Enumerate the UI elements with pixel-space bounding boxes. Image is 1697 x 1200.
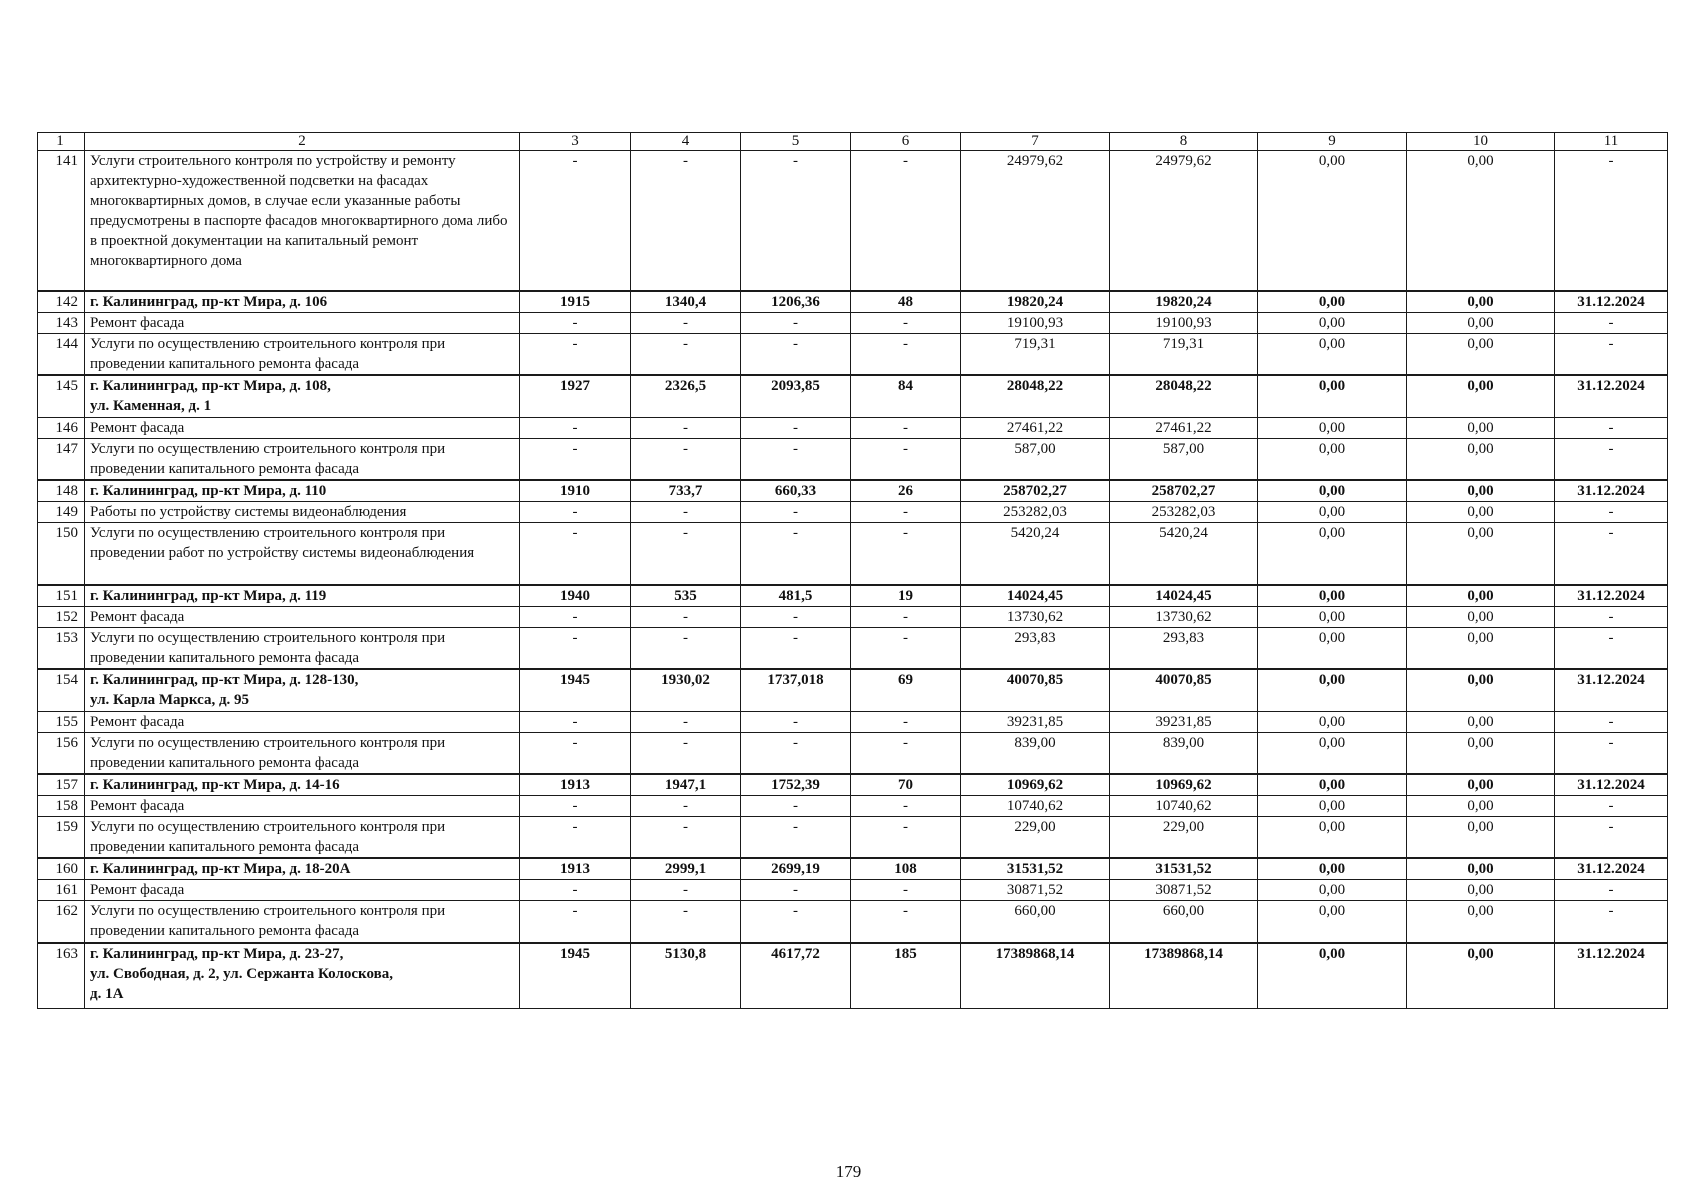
value-cell: - — [631, 333, 741, 375]
value-cell: 19100,93 — [1110, 312, 1258, 333]
value-cell: 0,00 — [1407, 880, 1555, 901]
description-cell: г. Калининград, пр-кт Мира, д. 14-16 — [85, 774, 520, 796]
value-cell: - — [520, 880, 631, 901]
value-cell: 839,00 — [961, 732, 1110, 774]
value-cell: - — [1555, 711, 1668, 732]
row-number-cell: 144 — [38, 333, 85, 375]
value-cell: 31.12.2024 — [1555, 585, 1668, 607]
column-header: 4 — [631, 133, 741, 151]
column-header: 11 — [1555, 133, 1668, 151]
description-cell: Ремонт фасада — [85, 795, 520, 816]
value-cell: 229,00 — [961, 816, 1110, 858]
value-cell: 4617,72 — [741, 943, 851, 1009]
work-item-row — [38, 711, 1668, 732]
value-cell: - — [741, 501, 851, 522]
work-item-row — [38, 417, 1668, 438]
column-header: 2 — [85, 133, 520, 151]
value-cell: 0,00 — [1258, 480, 1407, 502]
description-cell: Ремонт фасада — [85, 607, 520, 628]
value-cell: 0,00 — [1258, 333, 1407, 375]
value-cell: 0,00 — [1258, 943, 1407, 1009]
value-cell: 0,00 — [1258, 732, 1407, 774]
value-cell: 1913 — [520, 774, 631, 796]
value-cell: 19820,24 — [1110, 291, 1258, 313]
value-cell: - — [631, 501, 741, 522]
description-cell: Услуги по осуществлению строительного контроля при проведении капитального ремонта фасада — [85, 628, 520, 670]
value-cell: 293,83 — [961, 628, 1110, 670]
value-cell: - — [631, 628, 741, 670]
value-cell: 258702,27 — [1110, 480, 1258, 502]
description-cell: Ремонт фасада — [85, 880, 520, 901]
row-number-cell: 153 — [38, 628, 85, 670]
value-cell: 30871,52 — [961, 880, 1110, 901]
value-cell: 17389868,14 — [1110, 943, 1258, 1009]
value-cell: 229,00 — [1110, 816, 1258, 858]
value-cell: 0,00 — [1258, 417, 1407, 438]
address-row — [38, 774, 1668, 796]
value-cell: 2699,19 — [741, 858, 851, 880]
column-header: 3 — [520, 133, 631, 151]
row-number-cell: 147 — [38, 438, 85, 480]
description-cell: Ремонт фасада — [85, 711, 520, 732]
description-cell: Работы по устройству системы видеонаблюдения — [85, 501, 520, 522]
value-cell: 14024,45 — [1110, 585, 1258, 607]
value-cell: 0,00 — [1258, 522, 1407, 585]
value-cell: 31.12.2024 — [1555, 375, 1668, 417]
value-cell: 28048,22 — [961, 375, 1110, 417]
value-cell: - — [741, 312, 851, 333]
value-cell: - — [520, 816, 631, 858]
address-row — [38, 669, 1668, 711]
value-cell: 839,00 — [1110, 732, 1258, 774]
row-number-cell: 141 — [38, 151, 85, 291]
column-header-row — [38, 133, 1668, 151]
value-cell: 0,00 — [1258, 774, 1407, 796]
value-cell: 0,00 — [1407, 711, 1555, 732]
value-cell: 1737,018 — [741, 669, 851, 711]
value-cell: - — [631, 732, 741, 774]
value-cell: - — [631, 901, 741, 943]
value-cell: 0,00 — [1407, 816, 1555, 858]
value-cell: - — [851, 732, 961, 774]
value-cell: 0,00 — [1407, 607, 1555, 628]
row-number-cell: 152 — [38, 607, 85, 628]
value-cell: - — [1555, 501, 1668, 522]
value-cell: - — [520, 711, 631, 732]
row-number-cell: 162 — [38, 901, 85, 943]
description-cell: Ремонт фасада — [85, 417, 520, 438]
value-cell: 587,00 — [1110, 438, 1258, 480]
description-cell: г. Калининград, пр-кт Мира, д. 23-27, ул. Свободная, д. 2, ул. Сержанта Колоскова, д. 1А — [85, 943, 520, 1009]
value-cell: 0,00 — [1407, 291, 1555, 313]
value-cell: - — [520, 501, 631, 522]
description-cell: Услуги строительного контроля по устройству и ремонту архитектурно-художественной подсветки на фасадах многоквартирных домов, в случае если указанные работы предусмотрены в паспорте фасадов многоквартирного дома либо в проектной документации на капитальный ремонт многоквартирного дома — [85, 151, 520, 291]
row-number-cell: 160 — [38, 858, 85, 880]
value-cell: - — [1555, 607, 1668, 628]
value-cell: 17389868,14 — [961, 943, 1110, 1009]
work-item-row — [38, 333, 1668, 375]
value-cell: - — [851, 795, 961, 816]
value-cell: 0,00 — [1407, 901, 1555, 943]
row-number-cell: 158 — [38, 795, 85, 816]
value-cell: 5130,8 — [631, 943, 741, 1009]
description-cell: Услуги по осуществлению строительного контроля при проведении работ по устройству системы видеонаблюдения — [85, 522, 520, 585]
value-cell: 0,00 — [1407, 438, 1555, 480]
value-cell: - — [851, 151, 961, 291]
description-cell: г. Калининград, пр-кт Мира, д. 106 — [85, 291, 520, 313]
value-cell: 0,00 — [1258, 669, 1407, 711]
value-cell: 31531,52 — [961, 858, 1110, 880]
value-cell: 70 — [851, 774, 961, 796]
value-cell: 19 — [851, 585, 961, 607]
address-row — [38, 291, 1668, 313]
value-cell: 1910 — [520, 480, 631, 502]
value-cell: - — [631, 417, 741, 438]
description-cell: Ремонт фасада — [85, 312, 520, 333]
value-cell: - — [851, 333, 961, 375]
value-cell: 0,00 — [1407, 480, 1555, 502]
value-cell: 0,00 — [1407, 585, 1555, 607]
value-cell: 0,00 — [1258, 858, 1407, 880]
value-cell: - — [631, 312, 741, 333]
value-cell: 1945 — [520, 943, 631, 1009]
value-cell: - — [741, 333, 851, 375]
value-cell: 31.12.2024 — [1555, 858, 1668, 880]
value-cell: 0,00 — [1258, 438, 1407, 480]
value-cell: - — [520, 522, 631, 585]
value-cell: 1947,1 — [631, 774, 741, 796]
value-cell: 1927 — [520, 375, 631, 417]
value-cell: 24979,62 — [961, 151, 1110, 291]
value-cell: 253282,03 — [961, 501, 1110, 522]
row-number-cell: 163 — [38, 943, 85, 1009]
work-item-row — [38, 151, 1668, 291]
work-item-row — [38, 795, 1668, 816]
value-cell: - — [851, 312, 961, 333]
column-header: 1 — [38, 133, 85, 151]
work-item-row — [38, 880, 1668, 901]
address-row — [38, 943, 1668, 1009]
work-item-row — [38, 501, 1668, 522]
value-cell: 13730,62 — [1110, 607, 1258, 628]
value-cell: 0,00 — [1407, 417, 1555, 438]
value-cell: - — [1555, 901, 1668, 943]
value-cell: 0,00 — [1258, 585, 1407, 607]
value-cell: - — [520, 732, 631, 774]
value-cell: 660,00 — [961, 901, 1110, 943]
value-cell: 24979,62 — [1110, 151, 1258, 291]
address-row — [38, 375, 1668, 417]
row-number-cell: 155 — [38, 711, 85, 732]
value-cell: 69 — [851, 669, 961, 711]
value-cell: - — [851, 711, 961, 732]
value-cell: 2326,5 — [631, 375, 741, 417]
column-header: 7 — [961, 133, 1110, 151]
value-cell: 31.12.2024 — [1555, 291, 1668, 313]
value-cell: 2093,85 — [741, 375, 851, 417]
value-cell: 0,00 — [1407, 151, 1555, 291]
value-cell: 0,00 — [1258, 711, 1407, 732]
description-cell: г. Калининград, пр-кт Мира, д. 119 — [85, 585, 520, 607]
value-cell: 31.12.2024 — [1555, 480, 1668, 502]
value-cell: 719,31 — [1110, 333, 1258, 375]
value-cell: - — [520, 607, 631, 628]
value-cell: - — [520, 151, 631, 291]
value-cell: 1930,02 — [631, 669, 741, 711]
value-cell: 1945 — [520, 669, 631, 711]
value-cell: - — [1555, 795, 1668, 816]
value-cell: - — [851, 628, 961, 670]
value-cell: 39231,85 — [1110, 711, 1258, 732]
value-cell: 0,00 — [1258, 901, 1407, 943]
value-cell: 26 — [851, 480, 961, 502]
row-number-cell: 150 — [38, 522, 85, 585]
description-cell: Услуги по осуществлению строительного контроля при проведении капитального ремонта фасада — [85, 438, 520, 480]
value-cell: 10740,62 — [1110, 795, 1258, 816]
value-cell: - — [741, 795, 851, 816]
description-cell: г. Калининград, пр-кт Мира, д. 108, ул. Каменная, д. 1 — [85, 375, 520, 417]
value-cell: - — [631, 711, 741, 732]
value-cell: - — [741, 417, 851, 438]
column-header: 5 — [741, 133, 851, 151]
value-cell: 31.12.2024 — [1555, 669, 1668, 711]
value-cell: 19100,93 — [961, 312, 1110, 333]
row-number-cell: 149 — [38, 501, 85, 522]
value-cell: - — [520, 438, 631, 480]
value-cell: 84 — [851, 375, 961, 417]
work-item-row — [38, 816, 1668, 858]
column-header: 10 — [1407, 133, 1555, 151]
column-header: 6 — [851, 133, 961, 151]
description-cell: Услуги по осуществлению строительного контроля при проведении капитального ремонта фасада — [85, 901, 520, 943]
value-cell: 719,31 — [961, 333, 1110, 375]
value-cell: - — [1555, 417, 1668, 438]
value-cell: - — [520, 312, 631, 333]
data-table — [37, 132, 1668, 1009]
value-cell: - — [631, 522, 741, 585]
address-row — [38, 585, 1668, 607]
value-cell: 253282,03 — [1110, 501, 1258, 522]
value-cell: - — [1555, 628, 1668, 670]
page-number: 179 — [835, 1162, 862, 1181]
row-number-cell: 161 — [38, 880, 85, 901]
value-cell: 28048,22 — [1110, 375, 1258, 417]
value-cell: 0,00 — [1258, 795, 1407, 816]
value-cell: 40070,85 — [1110, 669, 1258, 711]
value-cell: - — [851, 417, 961, 438]
value-cell: 733,7 — [631, 480, 741, 502]
column-header: 9 — [1258, 133, 1407, 151]
value-cell: 0,00 — [1258, 312, 1407, 333]
value-cell: 0,00 — [1407, 943, 1555, 1009]
work-item-row — [38, 901, 1668, 943]
value-cell: - — [851, 816, 961, 858]
work-item-row — [38, 607, 1668, 628]
value-cell: 1940 — [520, 585, 631, 607]
value-cell: 0,00 — [1407, 795, 1555, 816]
value-cell: 660,33 — [741, 480, 851, 502]
value-cell: 10969,62 — [1110, 774, 1258, 796]
value-cell: 0,00 — [1258, 607, 1407, 628]
description-cell: г. Калининград, пр-кт Мира, д. 128-130, ул. Карла Маркса, д. 95 — [85, 669, 520, 711]
value-cell: - — [520, 795, 631, 816]
value-cell: 185 — [851, 943, 961, 1009]
value-cell: 0,00 — [1407, 669, 1555, 711]
value-cell: 0,00 — [1258, 501, 1407, 522]
value-cell: 0,00 — [1407, 522, 1555, 585]
row-number-cell: 151 — [38, 585, 85, 607]
value-cell: 39231,85 — [961, 711, 1110, 732]
value-cell: - — [741, 901, 851, 943]
value-cell: - — [741, 151, 851, 291]
value-cell: - — [851, 880, 961, 901]
value-cell: 0,00 — [1407, 333, 1555, 375]
value-cell: 13730,62 — [961, 607, 1110, 628]
value-cell: - — [851, 607, 961, 628]
work-item-row — [38, 438, 1668, 480]
description-cell: г. Калининград, пр-кт Мира, д. 110 — [85, 480, 520, 502]
row-number-cell: 143 — [38, 312, 85, 333]
value-cell: 0,00 — [1258, 375, 1407, 417]
value-cell: 293,83 — [1110, 628, 1258, 670]
row-number-cell: 145 — [38, 375, 85, 417]
value-cell: - — [851, 501, 961, 522]
value-cell: 27461,22 — [961, 417, 1110, 438]
value-cell: - — [741, 732, 851, 774]
row-number-cell: 156 — [38, 732, 85, 774]
work-item-row — [38, 522, 1668, 585]
value-cell: - — [631, 816, 741, 858]
value-cell: - — [741, 607, 851, 628]
value-cell: - — [1555, 438, 1668, 480]
value-cell: - — [741, 880, 851, 901]
value-cell: 1206,36 — [741, 291, 851, 313]
value-cell: - — [631, 607, 741, 628]
value-cell: 31531,52 — [1110, 858, 1258, 880]
value-cell: 5420,24 — [1110, 522, 1258, 585]
value-cell: - — [1555, 816, 1668, 858]
value-cell: 258702,27 — [961, 480, 1110, 502]
value-cell: - — [1555, 151, 1668, 291]
value-cell: - — [520, 901, 631, 943]
value-cell: - — [1555, 522, 1668, 585]
value-cell: - — [631, 438, 741, 480]
value-cell: - — [741, 711, 851, 732]
value-cell: 30871,52 — [1110, 880, 1258, 901]
value-cell: 481,5 — [741, 585, 851, 607]
column-header: 8 — [1110, 133, 1258, 151]
value-cell: - — [741, 438, 851, 480]
value-cell: - — [851, 438, 961, 480]
description-cell: г. Калининград, пр-кт Мира, д. 18-20А — [85, 858, 520, 880]
value-cell: 19820,24 — [961, 291, 1110, 313]
value-cell: 0,00 — [1258, 291, 1407, 313]
value-cell: 0,00 — [1258, 628, 1407, 670]
value-cell: 27461,22 — [1110, 417, 1258, 438]
value-cell: 1913 — [520, 858, 631, 880]
row-number-cell: 148 — [38, 480, 85, 502]
value-cell: - — [741, 522, 851, 585]
value-cell: 0,00 — [1407, 732, 1555, 774]
value-cell: 108 — [851, 858, 961, 880]
value-cell: 0,00 — [1407, 774, 1555, 796]
value-cell: - — [1555, 333, 1668, 375]
value-cell: 0,00 — [1407, 501, 1555, 522]
value-cell: 31.12.2024 — [1555, 774, 1668, 796]
value-cell: - — [520, 628, 631, 670]
value-cell: 660,00 — [1110, 901, 1258, 943]
value-cell: 0,00 — [1258, 880, 1407, 901]
value-cell: 0,00 — [1407, 375, 1555, 417]
value-cell: 0,00 — [1258, 816, 1407, 858]
value-cell: - — [1555, 880, 1668, 901]
row-number-cell: 157 — [38, 774, 85, 796]
value-cell: - — [741, 816, 851, 858]
address-row — [38, 858, 1668, 880]
value-cell: 48 — [851, 291, 961, 313]
value-cell: - — [851, 522, 961, 585]
value-cell: 0,00 — [1407, 628, 1555, 670]
value-cell: 5420,24 — [961, 522, 1110, 585]
work-item-row — [38, 312, 1668, 333]
table-body — [38, 133, 1668, 1009]
value-cell: 2999,1 — [631, 858, 741, 880]
value-cell: - — [631, 795, 741, 816]
value-cell: 31.12.2024 — [1555, 943, 1668, 1009]
value-cell: 14024,45 — [961, 585, 1110, 607]
value-cell: - — [741, 628, 851, 670]
work-item-row — [38, 732, 1668, 774]
description-cell: Услуги по осуществлению строительного контроля при проведении капитального ремонта фасада — [85, 816, 520, 858]
value-cell: 40070,85 — [961, 669, 1110, 711]
value-cell: - — [520, 417, 631, 438]
value-cell: 1340,4 — [631, 291, 741, 313]
row-number-cell: 142 — [38, 291, 85, 313]
value-cell: 587,00 — [961, 438, 1110, 480]
work-item-row — [38, 628, 1668, 670]
value-cell: 1752,39 — [741, 774, 851, 796]
value-cell: 0,00 — [1258, 151, 1407, 291]
row-number-cell: 146 — [38, 417, 85, 438]
value-cell: - — [1555, 732, 1668, 774]
value-cell: - — [1555, 312, 1668, 333]
address-row — [38, 480, 1668, 502]
row-number-cell: 159 — [38, 816, 85, 858]
value-cell: - — [631, 151, 741, 291]
value-cell: 1915 — [520, 291, 631, 313]
row-number-cell: 154 — [38, 669, 85, 711]
description-cell: Услуги по осуществлению строительного контроля при проведении капитального ремонта фасада — [85, 333, 520, 375]
value-cell: 535 — [631, 585, 741, 607]
value-cell: 10740,62 — [961, 795, 1110, 816]
value-cell: 0,00 — [1407, 858, 1555, 880]
value-cell: 0,00 — [1407, 312, 1555, 333]
description-cell: Услуги по осуществлению строительного контроля при проведении капитального ремонта фасада — [85, 732, 520, 774]
value-cell: - — [851, 901, 961, 943]
value-cell: - — [631, 880, 741, 901]
value-cell: 10969,62 — [961, 774, 1110, 796]
value-cell: - — [520, 333, 631, 375]
